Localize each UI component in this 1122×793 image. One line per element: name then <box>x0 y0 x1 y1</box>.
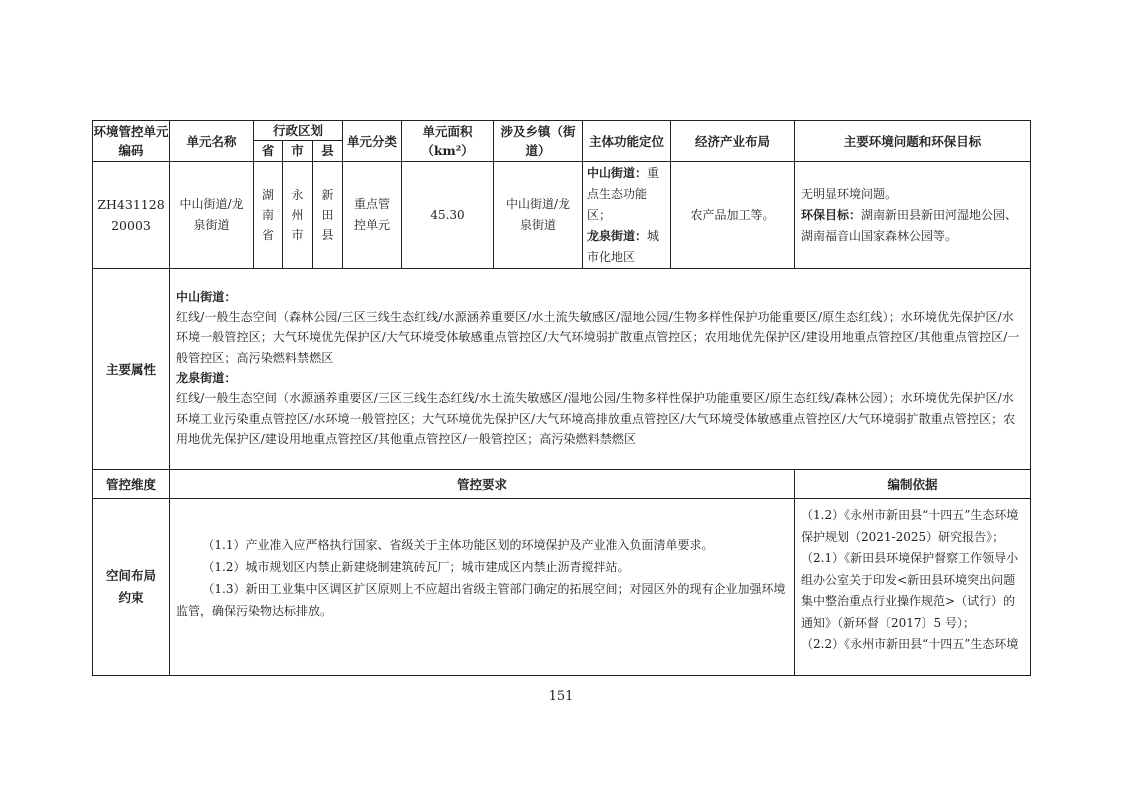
header-code: 环境管控单元编码 <box>93 121 170 162</box>
requirement-item: （1.2）城市规划区内禁止新建烧制建筑砖瓦厂；城市建成区内禁止沥青搅拌站。 <box>202 560 630 574</box>
header-function: 主体功能定位 <box>583 121 671 162</box>
basis-item: （1.2）《永州市新田县“十四五”生态环境保护规划（2021-2025）研究报告》； <box>801 508 1019 544</box>
header-county: 县 <box>313 141 343 162</box>
basis-body <box>795 499 1030 657</box>
requirement-header: 管控要求 <box>170 470 795 499</box>
header-admin: 行政区划 <box>254 121 343 141</box>
requirement-item: （1.1）产业准入应严格执行国家、省级关于主体功能区划的环境保护及产业准入负面清单要求。 <box>202 538 714 552</box>
requirement-item: （1.3）新田工业集中区调区扩区原则上不应超出省级主管部门确定的拓展空间；对园区外的现有企业加强环境监管，确保污染物达标排放。 <box>176 582 786 618</box>
basis-header: 编制依据 <box>795 470 1031 499</box>
basis-item: （2.2）《永州市新田县“十四五”生态环境 <box>801 637 1019 651</box>
unit-category: 重点管控单元 <box>343 162 402 269</box>
attr-b-name: 龙泉街道： <box>176 371 237 385</box>
spatial-constraint-row <box>93 499 1031 676</box>
function-a-text: 重点生态功能区； <box>587 165 660 222</box>
goal-text: 湖南新田县新田河湿地公园、湖南福音山国家森林公园等。 <box>801 207 1018 243</box>
unit-county: 新田县 <box>313 162 343 269</box>
control-unit-table <box>92 120 1031 676</box>
unit-issues <box>795 162 1031 269</box>
dimension-label: 空间布局约束 <box>93 499 170 676</box>
unit-industry: 农产品加工等。 <box>671 162 795 269</box>
unit-towns: 中山街道/龙泉街道 <box>494 162 583 269</box>
unit-city: 永州市 <box>283 162 313 269</box>
basis-item: （2.1）《新田县环境保护督察工作领导小组办公室关于印发<新田县环境突出问题集中整治重点行业操作规范>（试行）的通知》（新环督〔2017〕5 号）； <box>801 551 1019 630</box>
unit-function <box>583 162 671 269</box>
header-province: 省 <box>254 141 283 162</box>
function-a-label: 中山街道： <box>587 165 648 180</box>
unit-province: 湖南省 <box>254 162 283 269</box>
unit-row <box>93 162 1031 269</box>
dimension-header: 管控维度 <box>93 470 170 499</box>
basis-cell <box>795 499 1031 676</box>
function-b-text: 城市化地区 <box>587 228 660 264</box>
attributes-row <box>93 269 1031 470</box>
unit-code: ZH43112820003 <box>93 162 170 269</box>
attributes-body <box>170 269 1031 470</box>
goal-label: 环保目标： <box>801 207 862 222</box>
attr-b-text: 红线/一般生态空间（水源涵养重要区/三区三线生态红线/水土流失敏感区/湿地公园/生物多样性保护功能重要区/原生态红线/森林公园）；水环境优先保护区/水环境工业污染重点管控区/水环境一般管控区；大气环境优先保护区/大气环境高排放重点管控区/大气环境受体敏感重点管控区/大气环境弱扩散重点管控区；农用地优先保护区/建设用地重点管控区/其他重点管控区/一般管控区；高污染燃料禁燃区 <box>176 391 1016 446</box>
header-towns: 涉及乡镇（街道） <box>494 121 583 162</box>
page-number: 151 <box>548 689 574 704</box>
header-name: 单元名称 <box>170 121 254 162</box>
header-area: 单元面积（km²） <box>402 121 494 162</box>
header-issues: 主要环境问题和环保目标 <box>795 121 1031 162</box>
attr-a-text: 红线/一般生态空间（森林公园/三区三线生态红线/水源涵养重要区/水土流失敏感区/湿地公园/生物多样性保护功能重要区/原生态红线）；水环境优先保护区/水环境一般管控区；大气环境优先保护区/大气环境受体敏感重点管控区/大气环境弱扩散重点管控区；农用地优先保护区/建设用地重点管控区/其他重点管控区/一般管控区；高污染燃料禁燃区 <box>176 310 1020 365</box>
header-city: 市 <box>283 141 313 162</box>
attr-a-name: 中山街道： <box>176 289 237 304</box>
table-header-row <box>93 121 1031 141</box>
requirements-body <box>170 499 795 676</box>
control-header-row <box>93 470 1031 499</box>
header-category: 单元分类 <box>343 121 402 162</box>
function-b-label: 龙泉街道： <box>587 228 648 243</box>
unit-area: 45.30 <box>402 162 494 269</box>
unit-name: 中山街道/龙泉街道 <box>170 162 254 269</box>
issue-text: 无明显环境问题。 <box>801 186 898 201</box>
header-industry: 经济产业布局 <box>671 121 795 162</box>
attributes-label: 主要属性 <box>93 269 170 470</box>
